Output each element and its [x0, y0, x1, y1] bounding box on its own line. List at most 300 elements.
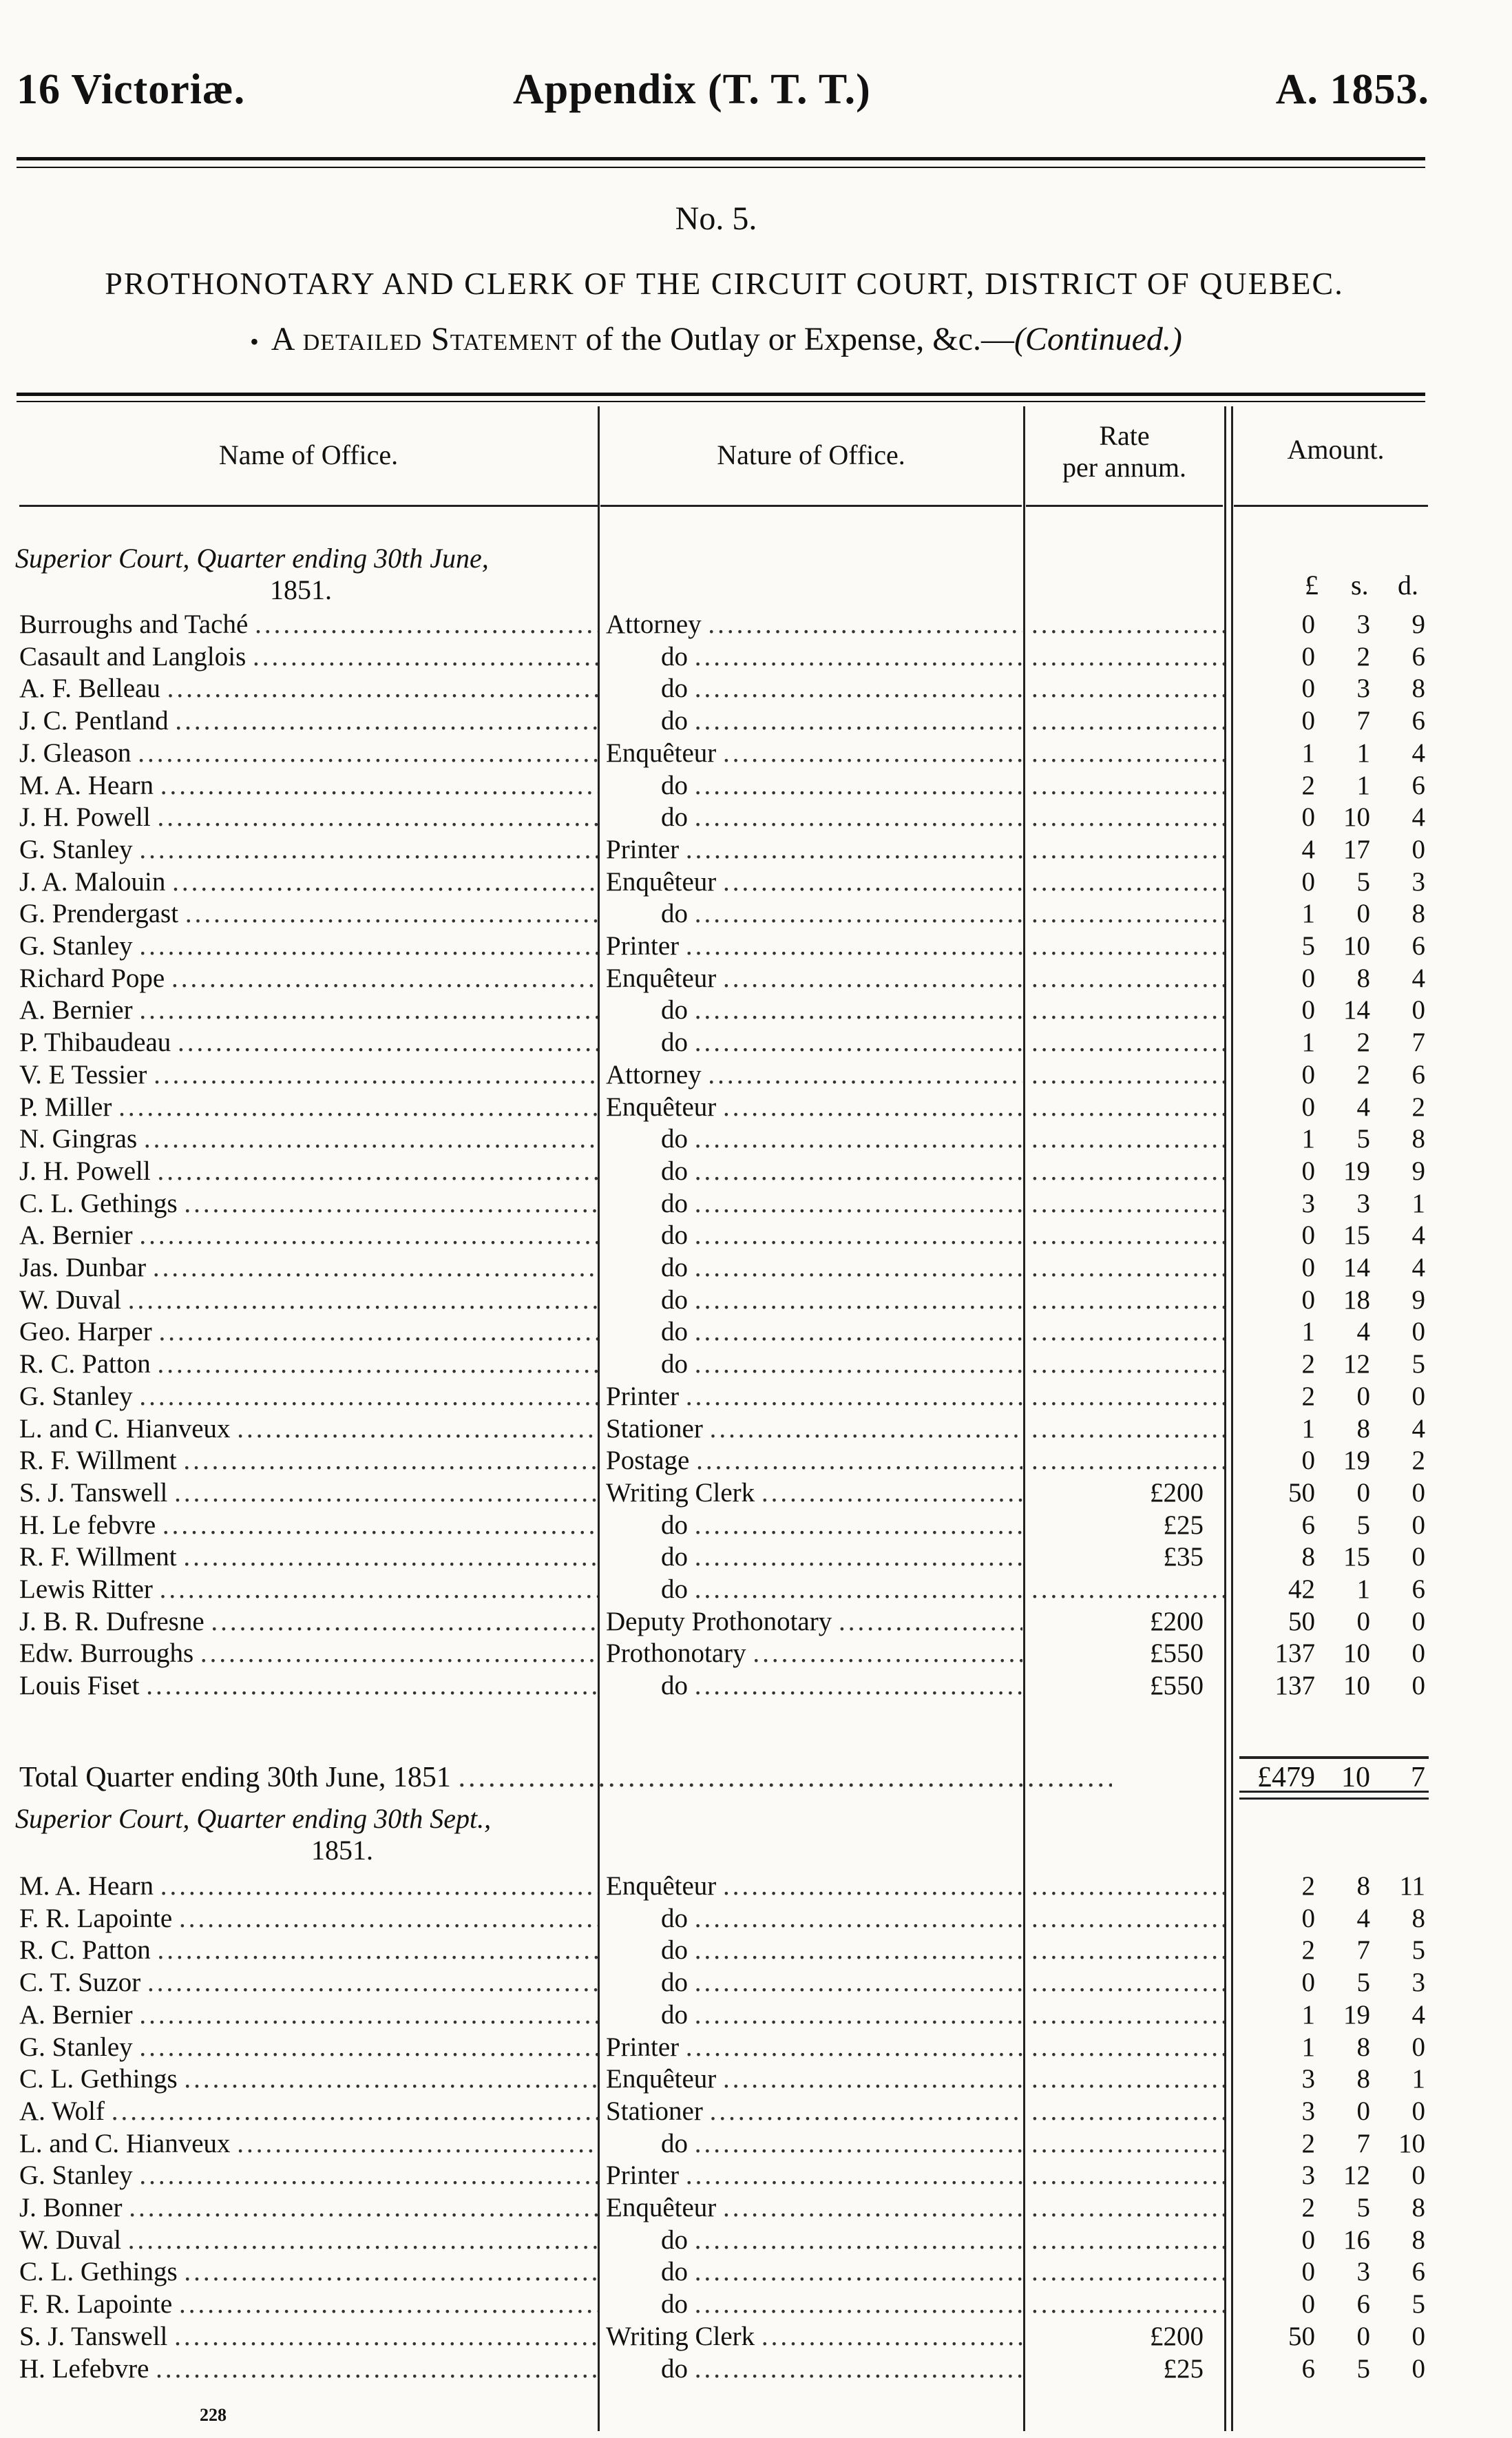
dot-leader	[723, 738, 1022, 769]
amount-pence: 0	[1411, 995, 1425, 1025]
running-header-session: 16 Victoriæ.	[17, 66, 246, 113]
table-row	[0, 2063, 1512, 2095]
amount-pence: 3	[1411, 866, 1425, 897]
amount-pounds: 0	[1301, 1156, 1315, 1186]
row-name-cell	[19, 866, 598, 898]
dot-leader	[1031, 1903, 1224, 1935]
dot-leader	[139, 834, 598, 866]
office-nature: do	[661, 2289, 688, 2320]
office-holder-name: C. T. Suzor	[19, 1968, 141, 1998]
row-nature-cell	[606, 1252, 1022, 1284]
row-nature-cell	[606, 2289, 1022, 2320]
dot-leader	[695, 1188, 1022, 1220]
amount-pence: 6	[1411, 931, 1425, 961]
dot-leader	[1031, 930, 1224, 962]
row-name-cell	[19, 770, 598, 802]
row-rate-cell	[1031, 2353, 1224, 2385]
row-rate-cell	[1031, 1510, 1224, 1541]
section-title: Superior Court, Quarter ending 30th Sept.,	[15, 1803, 492, 1834]
office-nature: Attorney	[606, 1059, 702, 1090]
row-nature-cell	[606, 738, 1022, 769]
row-name-cell	[19, 1059, 598, 1091]
office-holder-name: S. J. Tanswell	[19, 1477, 168, 1508]
amount-pence: 6	[1411, 1059, 1425, 1090]
dot-leader	[128, 2225, 598, 2256]
dot-leader	[1031, 1381, 1224, 1413]
dot-leader	[156, 2353, 598, 2385]
table-row	[0, 1381, 1512, 1413]
dot-leader	[753, 1638, 1022, 1669]
dot-leader	[157, 1348, 598, 1380]
row-name-cell	[19, 994, 598, 1026]
dot-leader	[183, 1541, 598, 1573]
row-name-cell	[19, 1541, 598, 1573]
table-row	[0, 866, 1512, 898]
table-row	[0, 898, 1512, 930]
row-name-cell	[19, 1348, 598, 1380]
row-rate-cell	[1031, 1541, 1224, 1573]
section-year: 1851.	[270, 574, 332, 605]
row-nature-cell	[606, 1445, 1022, 1477]
amount-pounds: 50	[1288, 2321, 1315, 2351]
table-row	[0, 2256, 1512, 2288]
dot-leader	[175, 705, 598, 737]
row-nature-cell	[606, 2192, 1022, 2224]
row-rate-cell	[1031, 1445, 1224, 1477]
amount-pounds: 1	[1301, 1028, 1315, 1058]
row-rate-cell	[1031, 1316, 1224, 1348]
statement-title: • A detailed Statement of the Outlay or Expense, &c.—(Continued.)	[250, 321, 1182, 357]
amount-pence: 6	[1411, 770, 1425, 800]
office-nature: do	[661, 674, 688, 704]
office-nature: Printer	[606, 834, 680, 864]
dot-leader	[1031, 1871, 1224, 1902]
amount-shillings: 8	[1356, 1413, 1370, 1444]
dot-leader	[162, 1510, 598, 1541]
dot-leader	[1031, 2192, 1224, 2224]
rate-per-annum: £200	[1150, 1477, 1204, 1508]
row-name-cell	[19, 2256, 598, 2288]
dot-leader	[184, 2256, 598, 2288]
dot-leader	[695, 2128, 1022, 2160]
table-row	[0, 2321, 1512, 2353]
row-name-cell	[19, 1477, 598, 1509]
row-rate-cell	[1031, 1284, 1224, 1316]
dot-leader	[686, 1381, 1022, 1413]
amount-pence: 0	[1411, 834, 1425, 864]
office-nature: Stationer	[606, 1413, 703, 1444]
amount-shillings: 0	[1356, 1477, 1370, 1508]
amount-shillings: 2	[1356, 1028, 1370, 1058]
amount-pence: 0	[1411, 1510, 1425, 1540]
table-row	[0, 1670, 1512, 1702]
office-nature: do	[661, 2353, 688, 2384]
dot-leader	[183, 1445, 598, 1477]
dot-leader	[695, 1220, 1022, 1251]
table-row	[0, 1348, 1512, 1380]
row-rate-cell	[1031, 1871, 1224, 1902]
amount-pounds: 4	[1301, 834, 1315, 864]
office-holder-name: R. C. Patton	[19, 1349, 151, 1379]
dot-leader	[160, 1871, 598, 1902]
dot-leader	[710, 1413, 1022, 1445]
row-rate-cell	[1031, 802, 1224, 833]
office-holder-name: Lewis Ritter	[19, 1574, 153, 1604]
dot-leader	[686, 2160, 1022, 2191]
dot-leader	[695, 1999, 1022, 2031]
office-holder-name: J. Bonner	[19, 2193, 123, 2222]
amount-pounds: 0	[1301, 2289, 1315, 2320]
dot-leader	[695, 1027, 1022, 1059]
table-row	[0, 1999, 1512, 2031]
amount-pence: 7	[1411, 1028, 1425, 1058]
office-holder-name: A. Bernier	[19, 1220, 133, 1251]
row-rate-cell	[1031, 2225, 1224, 2256]
amount-pence: 4	[1411, 1413, 1425, 1444]
dot-leader	[1031, 1188, 1224, 1220]
amount-shillings: 7	[1356, 706, 1370, 736]
dot-leader	[118, 1092, 598, 1123]
row-nature-cell	[606, 1638, 1022, 1669]
row-name-cell	[19, 1027, 598, 1059]
office-nature: do	[661, 802, 688, 833]
row-nature-cell	[606, 1541, 1022, 1573]
row-nature-cell	[606, 1999, 1022, 2031]
row-nature-cell	[606, 1092, 1022, 1123]
row-nature-cell	[606, 770, 1022, 802]
office-nature: do	[661, 1999, 688, 2030]
office-holder-name: Geo. Harper	[19, 1317, 152, 1347]
dot-leader	[139, 1220, 598, 1251]
table-row	[0, 994, 1512, 1026]
rate-per-annum: £550	[1150, 1638, 1204, 1669]
row-name-cell	[19, 738, 598, 769]
row-name-cell	[19, 673, 598, 705]
office-nature: Writing Clerk	[606, 1477, 755, 1508]
rate-per-annum: £25	[1163, 2353, 1204, 2384]
dot-leader	[157, 802, 598, 833]
row-name-cell	[19, 1967, 598, 1999]
dot-leader	[171, 963, 598, 994]
dot-leader	[695, 1123, 1022, 1155]
amount-pounds: 3	[1301, 2064, 1315, 2094]
office-nature: do	[661, 641, 688, 671]
amount-pounds: 6	[1301, 1510, 1315, 1540]
dot-leader	[1031, 834, 1224, 866]
amount-pence: 5	[1411, 2289, 1425, 2320]
amount-pence: 9	[1411, 1284, 1425, 1315]
table-row	[0, 1638, 1512, 1669]
office-holder-name: Richard Pope	[19, 963, 165, 993]
amount-pence: 4	[1411, 1253, 1425, 1282]
amount-pence: 5	[1411, 1349, 1425, 1379]
office-holder-name: Edw. Burroughs	[19, 1638, 194, 1669]
dot-leader	[253, 641, 598, 673]
total-shillings: 10	[1341, 1762, 1370, 1793]
table-row	[0, 834, 1512, 866]
dot-leader	[1031, 1284, 1224, 1316]
row-name-cell	[19, 2353, 598, 2385]
table-row	[0, 1252, 1512, 1284]
amount-pounds: 2	[1301, 1349, 1315, 1379]
dot-leader	[128, 1284, 598, 1316]
office-nature: Writing Clerk	[606, 2321, 755, 2351]
row-nature-cell	[606, 1670, 1022, 1702]
row-nature-cell	[606, 641, 1022, 673]
dot-leader	[174, 1477, 598, 1509]
row-name-cell	[19, 705, 598, 737]
dot-leader	[695, 1903, 1022, 1935]
amount-pence: 5	[1411, 1935, 1425, 1966]
amount-pounds: 0	[1301, 1903, 1315, 1933]
total-row	[0, 1762, 1512, 1793]
office-holder-name: N. Gingras	[19, 1124, 138, 1154]
dot-leader	[1031, 2128, 1224, 2160]
office-nature: Attorney	[606, 610, 702, 639]
office-nature: do	[661, 2257, 688, 2287]
office-nature: do	[661, 1253, 688, 1282]
row-name-cell	[19, 1092, 598, 1123]
table-row	[0, 2032, 1512, 2063]
office-nature: do	[661, 1968, 688, 1998]
amount-pence: 6	[1411, 706, 1425, 736]
row-rate-cell	[1031, 1574, 1224, 1605]
row-name-cell	[19, 1670, 598, 1702]
office-holder-name: G. Stanley	[19, 834, 133, 864]
row-rate-cell	[1031, 1027, 1224, 1059]
office-nature: Enquêteur	[606, 738, 717, 768]
amount-pence: 8	[1411, 674, 1425, 704]
row-rate-cell	[1031, 1156, 1224, 1187]
amount-pounds: 0	[1301, 2225, 1315, 2255]
office-nature: Enquêteur	[606, 866, 717, 897]
row-nature-cell	[606, 1935, 1022, 1966]
row-name-cell	[19, 802, 598, 833]
table-row	[0, 673, 1512, 705]
dot-leader	[1031, 1027, 1224, 1059]
amount-pence: 11	[1399, 1871, 1425, 1901]
amount-pence: 0	[1411, 2160, 1425, 2191]
dot-leader	[695, 1541, 1022, 1573]
amount-pence: 4	[1411, 1999, 1425, 2030]
row-nature-cell	[606, 673, 1022, 705]
amount-pounds: 6	[1301, 2353, 1315, 2384]
amount-pounds: 8	[1301, 1542, 1315, 1572]
amount-shillings: 0	[1356, 2321, 1370, 2351]
running-header-year: A. 1853.	[1275, 66, 1429, 113]
row-rate-cell	[1031, 1381, 1224, 1413]
amount-pence: 9	[1411, 1156, 1425, 1186]
amount-shillings: 0	[1356, 2096, 1370, 2126]
table-row	[0, 770, 1512, 802]
office-holder-name: M. A. Hearn	[19, 1871, 154, 1901]
office-nature: do	[661, 1284, 688, 1315]
row-rate-cell	[1031, 930, 1224, 962]
dot-leader	[112, 2096, 598, 2127]
office-holder-name: G. Prendergast	[19, 899, 179, 929]
amount-pounds: 0	[1301, 706, 1315, 736]
amount-pence: 0	[1411, 1477, 1425, 1508]
row-rate-cell	[1031, 1477, 1224, 1509]
amount-pounds: 2	[1301, 2193, 1315, 2222]
dot-leader	[1031, 1123, 1224, 1155]
amount-shillings: 5	[1356, 2353, 1370, 2384]
dot-leader	[1031, 2096, 1224, 2127]
row-name-cell	[19, 2063, 598, 2095]
amount-shillings: 2	[1356, 1059, 1370, 1090]
dot-leader	[144, 1123, 598, 1155]
dot-leader	[695, 2256, 1022, 2288]
row-rate-cell	[1031, 1903, 1224, 1935]
amount-pounds: 0	[1301, 1446, 1315, 1476]
row-nature-cell	[606, 802, 1022, 833]
row-rate-cell	[1031, 609, 1224, 640]
dot-leader	[695, 705, 1022, 737]
amount-pence: 0	[1411, 2321, 1425, 2351]
row-rate-cell	[1031, 2096, 1224, 2127]
office-nature: Printer	[606, 2032, 680, 2062]
row-rate-cell	[1031, 2256, 1224, 2288]
amount-pounds: 0	[1301, 641, 1315, 671]
amount-shillings: 7	[1356, 1935, 1370, 1966]
row-name-cell	[19, 1638, 598, 1669]
office-nature: do	[661, 1028, 688, 1058]
office-holder-name: Jas. Dunbar	[19, 1253, 147, 1282]
dot-leader	[1031, 705, 1224, 737]
table-row	[0, 1477, 1512, 1509]
section-year: 1851.	[311, 1835, 373, 1866]
row-rate-cell	[1031, 1606, 1224, 1638]
office-holder-name: A. Bernier	[19, 1999, 133, 2030]
amount-shillings: 16	[1343, 2225, 1370, 2255]
dot-leader	[695, 1316, 1022, 1348]
dot-leader	[723, 2192, 1022, 2224]
dot-leader	[708, 1059, 1022, 1091]
row-nature-cell	[606, 1348, 1022, 1380]
office-holder-name: J. C. Pentland	[19, 706, 169, 736]
amount-pence: 8	[1411, 1903, 1425, 1933]
page-number: 228	[200, 2405, 227, 2425]
dot-leader	[695, 770, 1022, 802]
column-header-rate-line2: per annum.	[1062, 452, 1186, 483]
amount-shillings: 1	[1356, 770, 1370, 800]
row-rate-cell	[1031, 1348, 1224, 1380]
amount-pounds: 137	[1274, 1671, 1315, 1701]
office-nature: Enquêteur	[606, 2064, 717, 2094]
dot-leader	[129, 2192, 598, 2224]
document-number: No. 5.	[675, 200, 757, 237]
office-holder-name: S. J. Tanswell	[19, 2321, 168, 2351]
office-nature: do	[661, 770, 688, 800]
table-row	[0, 802, 1512, 833]
row-rate-cell	[1031, 2192, 1224, 2224]
dot-leader	[1031, 770, 1224, 802]
dot-leader	[1031, 1059, 1224, 1091]
rate-per-annum: £35	[1163, 1542, 1204, 1572]
dot-leader	[237, 1413, 598, 1445]
table-row	[0, 2160, 1512, 2191]
amount-pence: 0	[1411, 2096, 1425, 2126]
dot-leader	[1031, 1156, 1224, 1187]
office-holder-name: F. R. Lapointe	[19, 2289, 173, 2320]
row-rate-cell	[1031, 1967, 1224, 1999]
amount-shillings: 1	[1356, 738, 1370, 768]
office-nature: Printer	[606, 2160, 680, 2191]
dot-leader	[1031, 2289, 1224, 2320]
dot-leader	[185, 898, 598, 930]
amount-pounds: 3	[1301, 2096, 1315, 2126]
amount-pounds: 1	[1301, 899, 1315, 929]
dot-leader	[1031, 2160, 1224, 2191]
amount-shillings: 8	[1356, 1871, 1370, 1901]
office-holder-name: P. Thibaudeau	[19, 1028, 171, 1058]
row-name-cell	[19, 1252, 598, 1284]
row-rate-cell	[1031, 866, 1224, 898]
dot-leader	[1031, 641, 1224, 673]
dot-leader	[200, 1638, 598, 1669]
office-holder-name: Burroughs and Taché	[19, 610, 249, 639]
amount-pounds: 0	[1301, 1284, 1315, 1315]
office-nature: do	[661, 1574, 688, 1604]
table-row	[0, 1541, 1512, 1573]
section-title: Superior Court, Quarter ending 30th June,	[15, 543, 489, 574]
dot-leader	[723, 1871, 1022, 1902]
amount-shillings: 5	[1356, 1968, 1370, 1998]
row-rate-cell	[1031, 1123, 1224, 1155]
amount-shillings: 10	[1343, 1638, 1370, 1669]
office-holder-name: J. B. R. Dufresne	[19, 1606, 204, 1636]
amount-pence: 4	[1411, 1220, 1425, 1251]
dot-leader	[1031, 1413, 1224, 1445]
table-row	[0, 1156, 1512, 1187]
row-nature-cell	[606, 2256, 1022, 2288]
amount-shillings: 19	[1343, 1999, 1370, 2030]
office-nature: Enquêteur	[606, 963, 717, 993]
statement-suffix: (Continued.)	[1014, 321, 1182, 357]
amount-shillings: 10	[1343, 931, 1370, 961]
amount-shillings: 0	[1356, 1606, 1370, 1636]
office-holder-name: H. Le febvre	[19, 1510, 156, 1540]
row-name-cell	[19, 1445, 598, 1477]
dot-leader	[1031, 1252, 1224, 1284]
office-nature: Enquêteur	[606, 1871, 717, 1901]
amount-shillings: 15	[1343, 1220, 1370, 1251]
dot-leader	[158, 1316, 598, 1348]
dot-leader	[255, 609, 598, 640]
dot-leader	[211, 1606, 598, 1638]
table-row	[0, 609, 1512, 640]
dot-leader	[762, 2321, 1022, 2353]
amount-pounds: 1	[1301, 2032, 1315, 2062]
row-nature-cell	[606, 1967, 1022, 1999]
amount-shillings: 4	[1356, 1903, 1370, 1933]
row-nature-cell	[606, 1606, 1022, 1638]
office-nature: Stationer	[606, 2096, 703, 2126]
table-row	[0, 1059, 1512, 1091]
row-rate-cell	[1031, 1220, 1224, 1251]
row-name-cell	[19, 1284, 598, 1316]
row-name-cell	[19, 1188, 598, 1220]
dot-leader	[686, 930, 1022, 962]
office-holder-name: J. H. Powell	[19, 1156, 151, 1186]
office-holder-name: C. L. Gethings	[19, 2257, 178, 2287]
amount-pounds: 1	[1301, 1999, 1315, 2030]
dot-leader	[1031, 2256, 1224, 2288]
row-nature-cell	[606, 1381, 1022, 1413]
column-header-nature: Nature of Office.	[717, 439, 905, 470]
amount-pence: 0	[1411, 1317, 1425, 1347]
table-row	[0, 1413, 1512, 1445]
